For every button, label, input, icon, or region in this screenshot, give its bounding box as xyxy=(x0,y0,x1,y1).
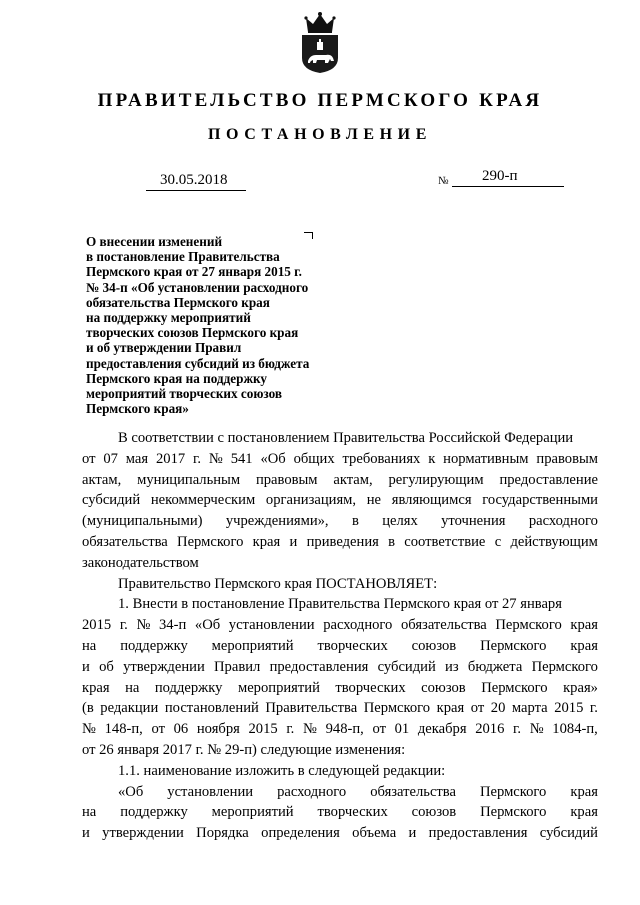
word: Пермского xyxy=(531,658,598,675)
word: поддержку xyxy=(154,679,223,696)
word: Пермского xyxy=(479,783,547,800)
word: субсидий xyxy=(539,825,598,842)
word: государственными xyxy=(482,492,598,509)
word: г. xyxy=(193,450,202,467)
word: союзов xyxy=(411,637,457,654)
word: 34-п xyxy=(159,617,187,634)
word: и xyxy=(82,658,90,675)
body-line xyxy=(82,511,598,532)
word: приведения xyxy=(306,533,379,550)
word: 2015 xyxy=(554,700,584,717)
document-body xyxy=(82,428,598,844)
body-line xyxy=(82,532,598,553)
subject-line: Пермского края» xyxy=(86,401,189,417)
word: № xyxy=(303,721,317,738)
word: мая xyxy=(125,450,149,467)
word: определения xyxy=(261,825,340,842)
word: края xyxy=(570,617,598,634)
word: края xyxy=(82,679,110,696)
subject-line: Пермского края от 27 января 2015 г. xyxy=(86,264,302,280)
word: Пермского xyxy=(480,637,547,654)
word: поддержку xyxy=(120,637,188,654)
document-type: ПОСТАНОВЛЕНИЕ xyxy=(208,126,432,143)
word: обязательства xyxy=(400,617,487,634)
word: из xyxy=(445,658,459,675)
subject-line: в постановление Правительства xyxy=(86,249,280,265)
body-line: 1.1. наименование изложить в следующей редакции: xyxy=(118,762,446,779)
body-line xyxy=(82,657,598,678)
word: Правительства xyxy=(265,700,358,717)
word: мероприятий xyxy=(211,637,294,654)
body-line xyxy=(82,636,598,657)
word: Пермского xyxy=(495,617,562,634)
subject-line: на поддержку мероприятий xyxy=(86,310,251,326)
word: бюджета xyxy=(467,658,523,675)
subject-line: № 34-п «Об установлении расходного xyxy=(86,279,309,295)
body-line xyxy=(82,490,598,511)
word: редакции xyxy=(100,700,159,717)
word: творческих xyxy=(335,679,406,696)
word: от xyxy=(82,450,96,467)
body-line xyxy=(82,698,598,719)
word: установлении xyxy=(228,617,315,634)
word: на xyxy=(82,804,97,821)
word: Правил xyxy=(214,658,261,675)
subject-line: предоставления субсидий из бюджета xyxy=(86,355,310,371)
word: края xyxy=(252,533,281,550)
body-line xyxy=(82,823,598,844)
word: соответствие xyxy=(404,533,486,550)
word: об xyxy=(99,658,114,675)
word: декабря xyxy=(417,721,467,738)
word: общих xyxy=(293,450,335,467)
word: (муниципальными) xyxy=(82,513,203,530)
word: (в xyxy=(82,700,94,717)
word: 2017 xyxy=(155,450,186,467)
subject-line: мероприятий творческих союзов xyxy=(86,386,283,402)
word: в xyxy=(351,513,359,530)
word: нормативным xyxy=(443,450,529,467)
word: 20 xyxy=(490,700,506,717)
word: организациям, xyxy=(265,492,357,509)
government-title: ПРАВИТЕЛЬСТВО ПЕРМСКОГО КРАЯ xyxy=(97,90,543,111)
word: правовым xyxy=(536,450,598,467)
subject-line: и об утверждении Правил xyxy=(86,340,242,356)
word: № xyxy=(529,721,544,738)
word: 06 xyxy=(173,721,189,738)
word: действующим xyxy=(510,533,598,550)
word: Порядка xyxy=(196,825,249,842)
word: утверждении xyxy=(123,658,205,675)
body-line xyxy=(82,470,598,491)
word: «Об xyxy=(118,783,144,800)
word: и xyxy=(82,825,90,842)
word: правовым xyxy=(255,471,318,488)
word: края xyxy=(436,700,465,717)
word: субсидий xyxy=(377,658,436,675)
word: края» xyxy=(563,679,598,696)
subject-line: О внесении изменений xyxy=(86,234,223,249)
word: края xyxy=(570,637,598,654)
word: «Об xyxy=(194,617,221,634)
word: на xyxy=(82,637,97,654)
word: расходного xyxy=(323,617,393,634)
word: обязательства xyxy=(370,783,456,800)
word: от xyxy=(470,700,485,717)
body-line xyxy=(82,449,598,470)
word: № xyxy=(136,617,151,634)
word: марта xyxy=(511,700,548,717)
word: мероприятий xyxy=(211,804,294,821)
word: расходного xyxy=(528,513,598,530)
word: требованиях xyxy=(342,450,421,467)
word: 541 xyxy=(230,450,253,467)
word: Пермского xyxy=(481,679,548,696)
word: актам, xyxy=(82,471,122,488)
word: г. xyxy=(119,617,128,634)
body-line: Правительство Пермского края ПОСТАНОВЛЯЕТ: xyxy=(118,575,438,592)
perm-krai-coat-of-arms-icon xyxy=(298,10,342,74)
word: и xyxy=(289,533,298,550)
word: края xyxy=(570,783,598,800)
date-line xyxy=(146,172,246,191)
word: на xyxy=(125,679,140,696)
word: предоставление xyxy=(499,471,598,488)
word: 948-п, xyxy=(325,721,364,738)
word: от xyxy=(151,721,165,738)
word: актам, xyxy=(333,471,373,488)
body-line xyxy=(82,719,598,740)
body-line: 1. Внести в постановление Правительства Пермского края от 27 января xyxy=(118,596,562,613)
word: с xyxy=(494,533,502,550)
word: творческих xyxy=(317,804,388,821)
word: края xyxy=(570,804,598,821)
word: целях xyxy=(382,513,418,530)
word: Пермского xyxy=(177,533,244,550)
subject-line: Пермского края на поддержку xyxy=(86,370,268,386)
word: союзов xyxy=(421,679,466,696)
word: утверждении xyxy=(102,825,184,842)
word: мероприятий xyxy=(237,679,320,696)
word: 2015 xyxy=(82,617,112,634)
word: объема xyxy=(352,825,397,842)
word: 07 xyxy=(103,450,118,467)
word: установлении xyxy=(167,783,254,800)
word: 2016 xyxy=(475,721,505,738)
word: 01 xyxy=(394,721,410,738)
word: в xyxy=(388,533,396,550)
body-line: законодательством xyxy=(82,554,199,571)
word: № xyxy=(208,450,223,467)
word: г. xyxy=(286,721,295,738)
word: г. xyxy=(513,721,522,738)
document-date: 30.05.2018 xyxy=(160,172,228,188)
word: регулирующим xyxy=(388,471,484,488)
word: Пермского xyxy=(363,700,431,717)
word: учреждениями», xyxy=(225,513,329,530)
body-line xyxy=(82,802,598,823)
word: 1084-п, xyxy=(552,721,598,738)
body-line xyxy=(82,615,598,636)
word: и xyxy=(408,825,417,842)
word: постановлений xyxy=(164,700,259,717)
word: обязательства xyxy=(82,533,168,550)
word: субсидий xyxy=(82,492,141,509)
word: муниципальным xyxy=(137,471,241,488)
word: № xyxy=(82,721,96,738)
number-line xyxy=(452,168,564,187)
document-subject xyxy=(86,234,376,416)
word: уточнения xyxy=(441,513,506,530)
word: г. xyxy=(589,700,598,717)
body-line xyxy=(82,678,598,699)
word: Пермского xyxy=(480,804,547,821)
subject-line: обязательства Пермского края xyxy=(86,294,270,310)
body-line: от 26 января 2017 г. № 29-п) следующие изменения: xyxy=(82,741,406,758)
word: «Об xyxy=(260,450,286,467)
body-line: В соответствии с постановлением Правительства Российской Федерации xyxy=(118,430,574,446)
word: творческих xyxy=(317,637,388,654)
word: расходного xyxy=(277,783,347,800)
word: 2015 xyxy=(248,721,278,738)
subject-line: творческих союзов Пермского края xyxy=(86,325,299,341)
word: не xyxy=(366,492,382,509)
word: некоммерческим xyxy=(150,492,256,509)
number-sign: № xyxy=(438,175,449,187)
word: от xyxy=(372,721,386,738)
document-number: 290-п xyxy=(482,168,518,184)
word: к xyxy=(428,450,436,467)
word: являющимся xyxy=(391,492,472,509)
word: поддержку xyxy=(120,804,188,821)
word: 148-п, xyxy=(104,721,143,738)
word: предоставления xyxy=(269,658,369,675)
word: ноября xyxy=(196,721,240,738)
word: предоставления xyxy=(428,825,528,842)
word: союзов xyxy=(411,804,457,821)
body-line xyxy=(82,782,598,803)
